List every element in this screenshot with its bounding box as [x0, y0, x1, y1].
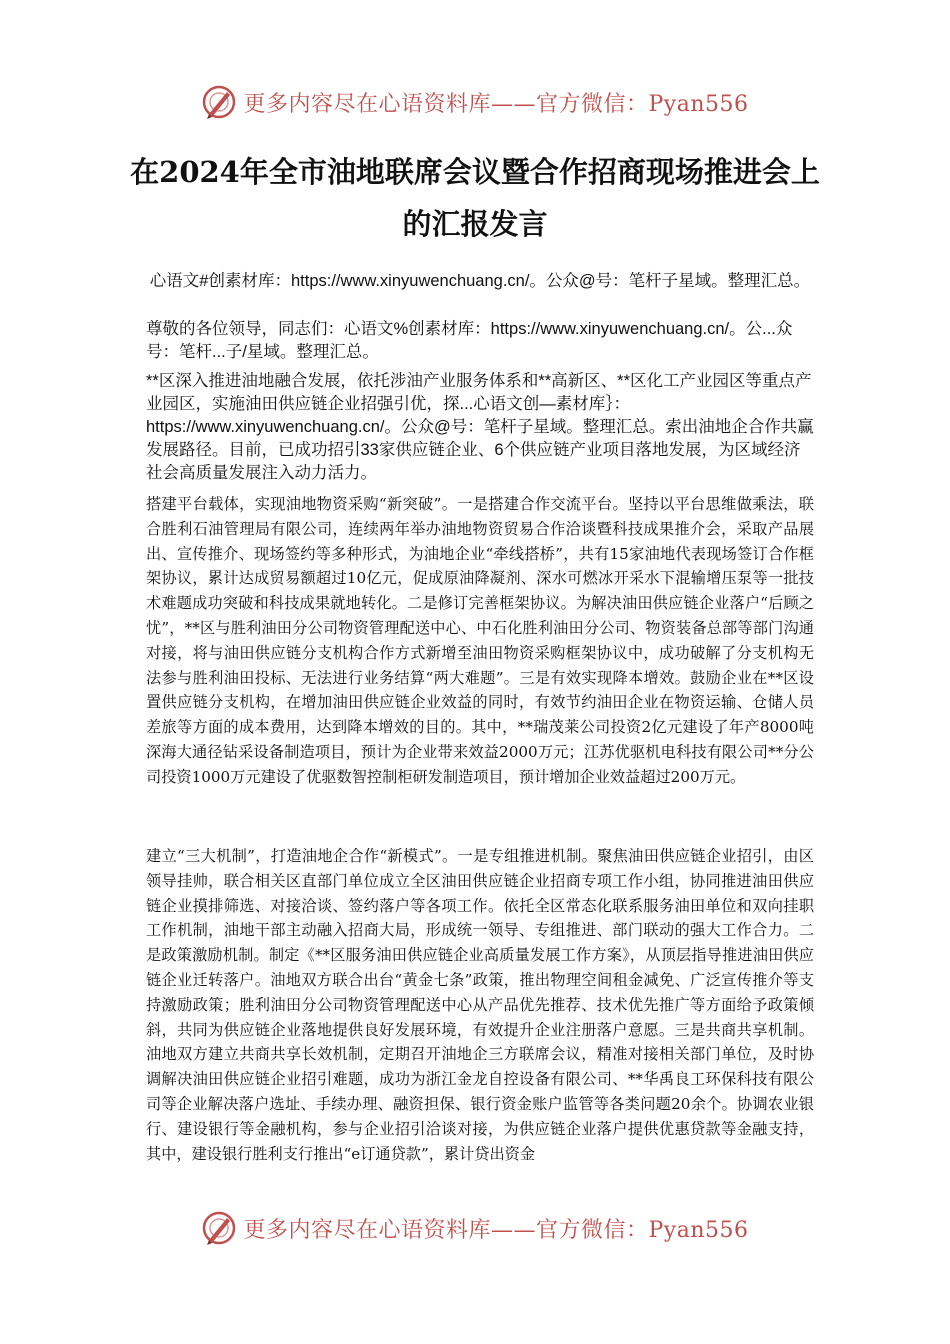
intro-line-summary: **区深入推进油地融合发展，依托涉油产业服务体系和**高新区、**区化工产业园区等重点产业园区，实施油田供应链企业招强引优，探...心语文创—素材库｝：https://www.xinyuwenchuang.cn/。公众@号：笔杆子星域。整理汇总。索出油地企合作共赢发展路径。目前，已成功招引33家供应链企业、6个供应链产业项目落地发展，为区域经济社会高质量发展注入动力活力。	[146, 372, 814, 482]
pen-logo-icon	[201, 84, 237, 120]
pen-logo-icon	[201, 1210, 237, 1246]
footer-banner	[0, 1208, 950, 1248]
intro-line-source: 心语文#创素材库：https://www.xinyuwenchuang.cn/。公众@号：笔杆子星域。整理汇总。	[149, 272, 811, 290]
intro-line-greeting: 尊敬的各位领导，同志们：心语文%创素材库：https://www.xinyuwenchuang.cn/。公...众号：笔杆...子/星域。整理汇总。	[146, 320, 793, 361]
document-title: 在2024年全市油地联席会议暨合作招商现场推进会上的汇报发言	[130, 155, 820, 241]
footer-banner-text: 更多内容尽在心语资料库——官方微信：Pyan556	[243, 1217, 749, 1243]
body-paragraph: 建立“三大机制”，打造油地企合作“新模式”。一是专组推进机制。聚焦油田供应链企业招引，由区领导挂帅，联合相关区直部门单位成立全区油田供应链企业招商专项工作小组，协同推进油田供应链企业摸排筛选、对接洽谈、签约落户等各项工作。依托全区常态化联系服务油田单位和双向挂职工作机制，油地干部主动融入招商大局，形成统一领导、专组推进、部门联动的强大工作合力。二是政策激励机制。制定《**区服务油田供应链企业高质量发展工作方案》，从顶层指导推进油田供应链企业迁转落户。油地双方联合出台“黄金七条”政策，推出物理空间租金减免、广泛宣传推介等支持激励政策；胜利油田分公司物资管理配送中心从产品优先推荐、技术优先推广等方面给予政策倾斜，共同为供应链企业落地提供良好发展环境，有效提升企业注册落户意愿。三是共商共享机制。油地双方建立共商共享长效机制，定期召开油地企三方联席会议，精准对接相关部门单位，及时协调解决油田供应链企业招引难题，成功为浙江金龙自控设备有限公司、**华禹良工环保科技有限公司等企业解决落户选址、手续办理、融资担保、银行资金账户监管等各类问题20余个。协调农业银行、建设银行等金融机构，参与企业招引洽谈对接，为供应链企业落户提供优惠贷款等金融支持，其中，建设银行胜利支行推出“e订通贷款”，累计贷出资金	[146, 847, 814, 1163]
header-banner-text: 更多内容尽在心语资料库——官方微信：Pyan556	[243, 91, 749, 117]
header-banner	[0, 82, 950, 122]
body-paragraph: 搭建平台载体，实现油地物资采购“新突破”。一是搭建合作交流平台。坚持以平台思维做乘法，联合胜利石油管理局有限公司，连续两年举办油地物资贸易合作洽谈暨科技成果推介会，采取产品展出、宣传推介、现场签约等多种形式，为油地企业“牵线搭桥”，共有15家油地代表现场签订合作框架协议，累计达成贸易额超过10亿元，促成原油降凝剂、深水可燃冰开采水下混输增压泵等一批技术难题成功突破和科技成果就地转化。二是修订完善框架协议。为解决油田供应链企业落户“后顾之忧”，**区与胜利油田分公司物资管理配送中心、中石化胜利油田分公司、物资装备总部等部门沟通对接，将与油田供应链分支机构合作方式新增至油田物资采购框架协议中，成功破解了分支机构无法参与胜利油田投标、无法进行业务结算“两大难题”。三是有效实现降本增效。鼓励企业在**区设置供应链分支机构，在增加油田供应链企业效益的同时，有效节约油田企业在物资运输、仓储人员差旅等方面的成本费用，达到降本增效的目的。其中，**瑞茂莱公司投资2亿元建设了年产8000吨深海大通径钻采设备制造项目，预计为企业带来效益2000万元；江苏优驱机电科技有限公司**分公司投资1000万元建设了优驱数智控制柜研发制造项目，预计增加企业效益超过200万元。	[146, 495, 814, 786]
